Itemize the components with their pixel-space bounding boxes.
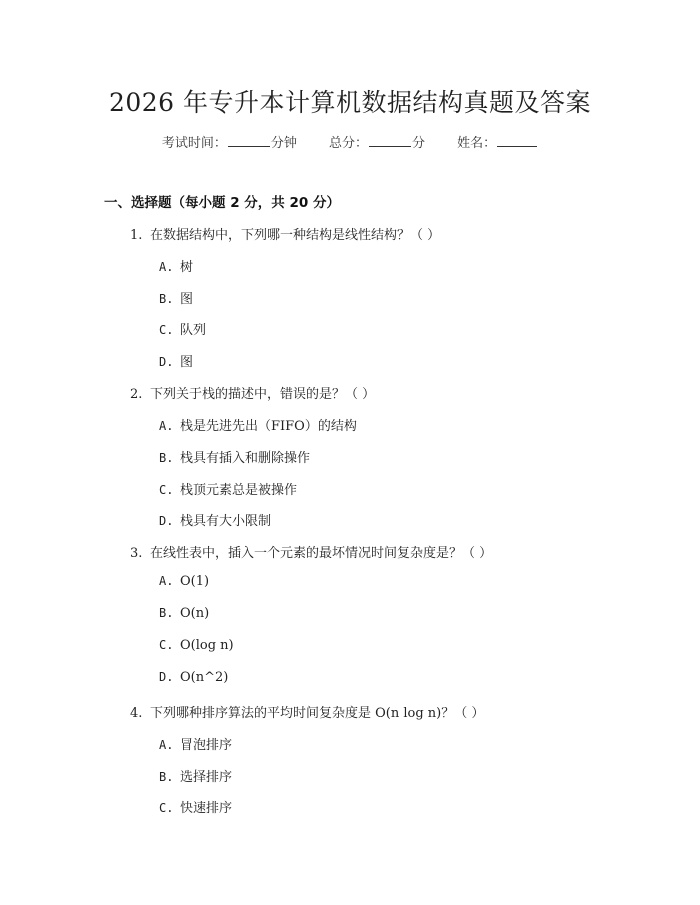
option-text: O(log n) bbox=[180, 638, 234, 653]
question-4-option-a bbox=[159, 734, 232, 753]
question-2-option-c bbox=[159, 479, 297, 498]
option-text: 冒泡排序 bbox=[180, 738, 233, 753]
option-letter: A. bbox=[159, 260, 174, 274]
question-number: 2. bbox=[130, 387, 143, 402]
exam-time-blank bbox=[228, 132, 270, 147]
option-letter: B. bbox=[159, 606, 174, 620]
option-letter: B. bbox=[159, 770, 174, 784]
question-4-option-c bbox=[159, 797, 232, 816]
option-text: 栈具有大小限制 bbox=[180, 514, 272, 529]
question-1 bbox=[130, 224, 440, 243]
option-letter: B. bbox=[159, 292, 174, 306]
option-letter: A. bbox=[159, 574, 174, 588]
question-number: 1. bbox=[130, 228, 143, 243]
option-text: 栈具有插入和删除操作 bbox=[180, 451, 311, 466]
option-text: 栈顶元素总是被操作 bbox=[180, 483, 298, 498]
option-text: 选择排序 bbox=[180, 770, 233, 785]
question-text: 在线性表中，插入一个元素的最坏情况时间复杂度是？（ ） bbox=[150, 546, 493, 561]
question-3-option-d bbox=[159, 670, 228, 685]
question-3-option-c bbox=[159, 638, 234, 653]
question-3-option-a bbox=[159, 574, 209, 589]
exam-meta bbox=[0, 132, 700, 151]
option-letter: C. bbox=[159, 483, 174, 497]
name-field bbox=[457, 132, 538, 151]
option-letter: D. bbox=[159, 355, 174, 369]
question-2-option-b bbox=[159, 447, 310, 466]
name-label: 姓名： bbox=[457, 136, 497, 151]
option-letter: C. bbox=[159, 638, 174, 652]
question-4 bbox=[130, 702, 484, 721]
total-score-label: 总分： bbox=[328, 136, 368, 151]
question-1-option-b bbox=[159, 288, 193, 307]
question-3-option-b bbox=[159, 606, 209, 621]
option-letter: C. bbox=[159, 801, 174, 815]
question-text: 下列哪种排序算法的平均时间复杂度是 O(n log n)？（ ） bbox=[150, 706, 485, 721]
option-text: O(1) bbox=[180, 574, 210, 589]
option-letter: D. bbox=[159, 514, 174, 528]
option-letter: A. bbox=[159, 738, 174, 752]
option-letter: C. bbox=[159, 323, 174, 337]
question-text: 在数据结构中，下列哪一种结构是线性结构？（ ） bbox=[150, 228, 441, 243]
total-score-unit: 分 bbox=[412, 136, 426, 151]
option-text: O(n) bbox=[180, 606, 210, 621]
question-2-option-a bbox=[159, 415, 357, 434]
option-text: 图 bbox=[180, 355, 194, 370]
question-2-option-d bbox=[159, 510, 271, 529]
option-letter: B. bbox=[159, 451, 174, 465]
option-text: 图 bbox=[180, 292, 194, 307]
question-number: 3. bbox=[130, 546, 143, 561]
question-2 bbox=[130, 383, 375, 402]
option-text: 队列 bbox=[180, 323, 207, 338]
option-text: 栈是先进先出（FIFO）的结构 bbox=[180, 419, 357, 434]
page-title: 2026 年专升本计算机数据结构真题及答案 bbox=[108, 88, 592, 117]
name-blank bbox=[497, 132, 537, 147]
question-1-option-c bbox=[159, 319, 206, 338]
option-letter: D. bbox=[159, 670, 174, 684]
question-text: 下列关于栈的描述中，错误的是？（ ） bbox=[150, 387, 376, 402]
question-number: 4. bbox=[130, 706, 143, 721]
option-letter: A. bbox=[159, 419, 174, 433]
exam-time-field bbox=[162, 132, 297, 151]
question-1-option-a bbox=[159, 256, 193, 275]
question-1-option-d bbox=[159, 351, 193, 370]
option-text: 树 bbox=[180, 260, 194, 275]
total-score-field bbox=[329, 132, 425, 151]
option-text: 快速排序 bbox=[180, 801, 233, 816]
section-heading: 一、选择题（每小题 2 分，共 20 分） bbox=[104, 195, 340, 211]
question-4-option-b bbox=[159, 766, 232, 785]
exam-time-label: 考试时间： bbox=[161, 136, 227, 151]
option-text: O(n^2) bbox=[180, 670, 229, 685]
exam-time-unit: 分钟 bbox=[270, 136, 297, 151]
total-score-blank bbox=[369, 132, 411, 147]
question-3 bbox=[130, 542, 492, 561]
